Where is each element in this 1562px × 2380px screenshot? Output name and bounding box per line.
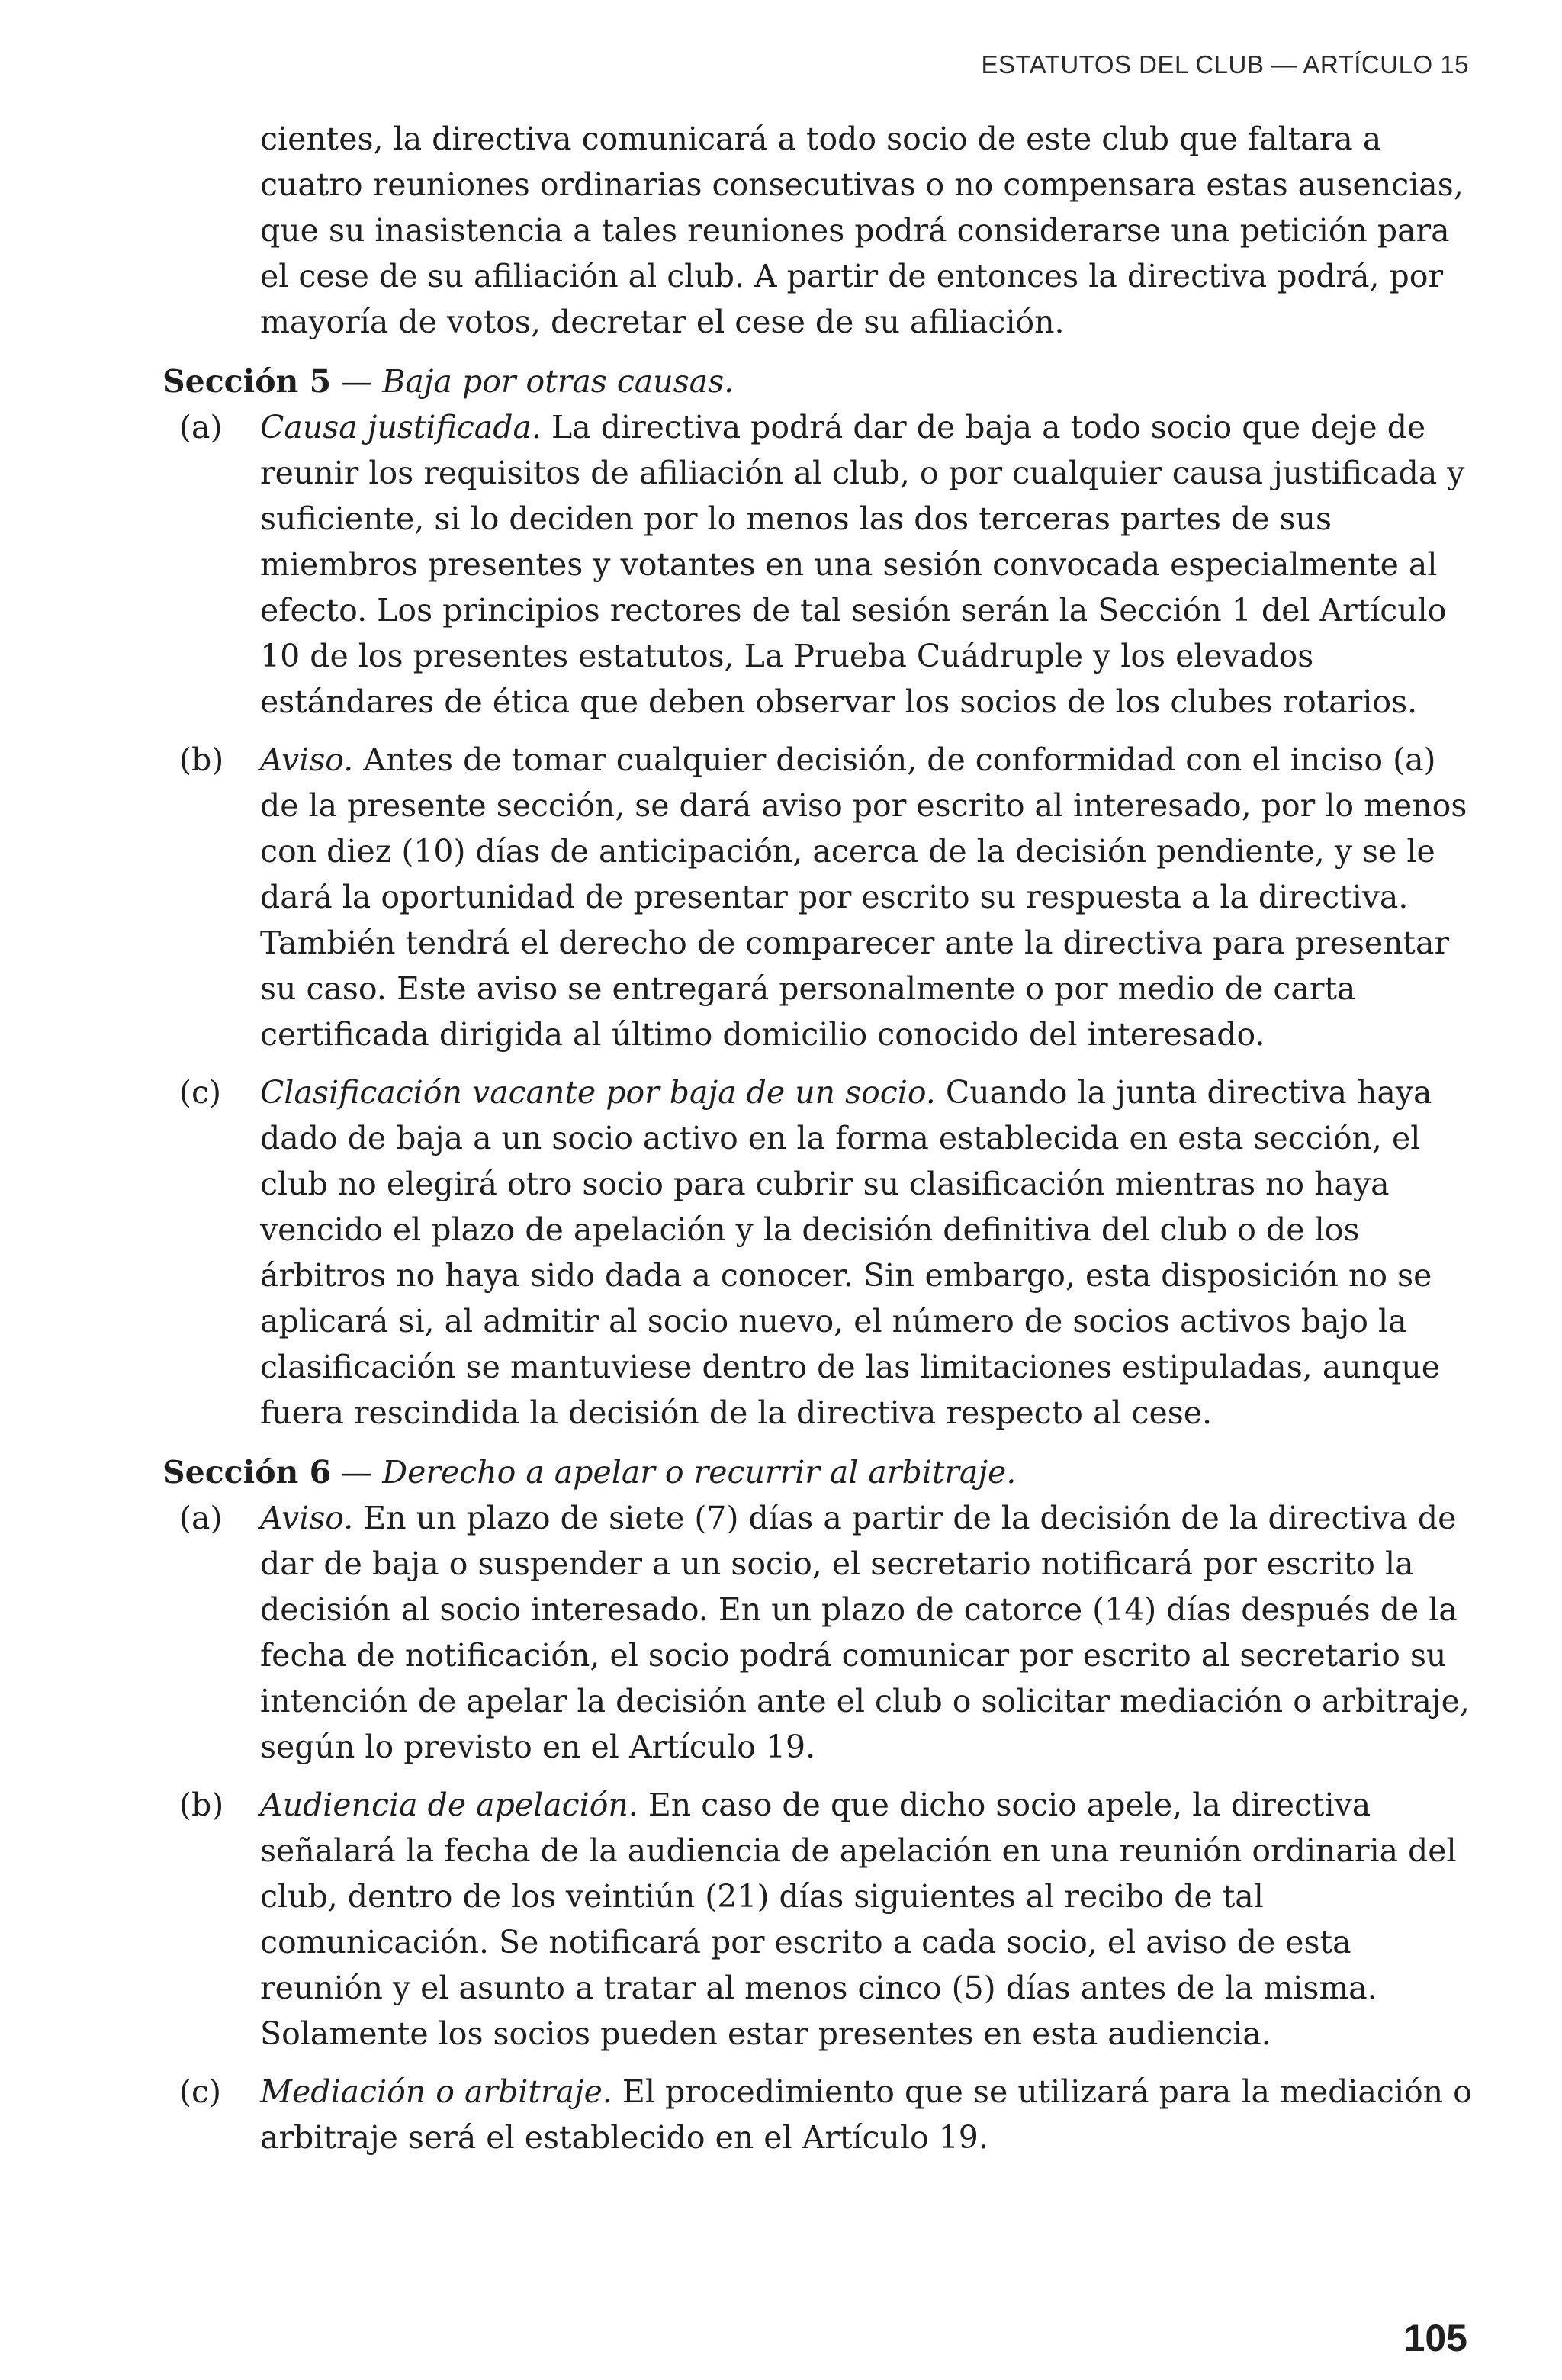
page-number: 105 bbox=[1403, 2317, 1467, 2359]
section-number: Sección 5 bbox=[162, 363, 332, 400]
section-5 bbox=[0, 359, 1562, 1436]
section-title: Derecho a apelar o recurrir al arbitraje. bbox=[382, 1454, 1017, 1491]
item-lead: Aviso. bbox=[260, 741, 354, 778]
subsection-item bbox=[179, 1782, 1480, 2057]
subsection-item bbox=[179, 1495, 1480, 1770]
body-text bbox=[0, 116, 1562, 2160]
item-label: (b) bbox=[179, 741, 224, 778]
subsection-item bbox=[179, 2069, 1480, 2160]
section-6 bbox=[0, 1449, 1562, 2160]
section-heading bbox=[162, 1449, 1459, 1495]
item-label: (b) bbox=[179, 1787, 224, 1823]
item-text: La directiva podrá dar de baja a todo socio que deje de reunir los requisitos de afiliación al club, o por cualquier causa justificada y suficiente, si lo deciden por lo menos las dos terceras partes de sus miembros presentes y votantes en una sesión convocada especialmente al efecto. Los principios rectores de tal sesión serán la Sección 1 del Artículo 10 de los presentes estatutos, La Prueba Cuádruple y los elevados estándares de ética que deben observar los socios de los clubes rotarios. bbox=[260, 409, 1465, 720]
item-label: (c) bbox=[179, 1074, 221, 1111]
item-text: En un plazo de siete (7) días a partir de la decisión de la directiva de dar de baja o suspender a un socio, el secretario notificará por escrito la decisión al socio interesado. En un plazo de catorce (14) días después de la fecha de notificación, el socio podrá comunicar por escrito al secretario su intención de apelar la decisión ante el club o solicitar mediación o arbitraje, según lo previsto en el Artículo 19. bbox=[260, 1500, 1470, 1765]
continuation-paragraph: cientes, la directiva comunicará a todo socio de este club que faltara a cuatro reuniones ordinarias consecutivas o no compensara estas ausencias, que su inasistencia a tales reuniones podrá considerarse una petición para el cese de su afiliación al club. A partir de entonces la directiva podrá, por mayoría de votos, decretar el cese de su afiliación. bbox=[260, 121, 1464, 340]
section-title: Baja por otras causas. bbox=[382, 363, 734, 400]
section-dash: — bbox=[331, 1454, 383, 1491]
item-lead: Clasificación vacante por baja de un socio. bbox=[260, 1074, 936, 1111]
item-label: (a) bbox=[179, 409, 223, 445]
section-dash: — bbox=[331, 363, 383, 400]
running-head: ESTATUTOS DEL CLUB — ARTÍCULO 15 bbox=[981, 50, 1469, 79]
section-heading bbox=[162, 359, 1459, 404]
item-lead: Causa justificada. bbox=[260, 409, 542, 445]
item-label: (a) bbox=[179, 1500, 223, 1536]
item-text: En caso de que dicho socio apele, la directiva señalará la fecha de la audiencia de apelación en una reunión ordinaria del club, dentro de los veintiún (21) días siguientes al recibo de tal comunicación. Se notificará por escrito a cada socio, el aviso de esta reunión y el asunto a tratar al menos cinco (5) días antes de la misma. Solamente los socios pueden estar presentes en esta audiencia. bbox=[260, 1787, 1457, 2052]
item-label: (c) bbox=[179, 2073, 221, 2110]
item-text: Antes de tomar cualquier decisión, de conformidad con el inciso (a) de la presente sección, se dará aviso por escrito al interesado, por lo menos con diez (10) días de anticipación, acerca de la decisión pendiente, y se le dará la oportunidad de presentar por escrito su respuesta a la directiva. También tendrá el derecho de comparecer ante la directiva para presentar su caso. Este aviso se entregará personalmente o por medio de carta certificada dirigida al último domicilio conocido del interesado. bbox=[260, 741, 1467, 1053]
item-lead: Audiencia de apelación. bbox=[260, 1787, 638, 1823]
item-lead: Aviso. bbox=[260, 1500, 354, 1536]
item-lead: Mediación o arbitraje. bbox=[260, 2073, 612, 2110]
section-number: Sección 6 bbox=[162, 1454, 332, 1491]
subsection-item bbox=[179, 1069, 1480, 1436]
subsection-item bbox=[179, 404, 1480, 725]
item-text: Cuando la junta directiva haya dado de baja a un socio activo en la forma establecida en esta sección, el club no elegirá otro socio para cubrir su clasificación mientras no haya vencido el plazo de apelación y la decisión definitiva del club o de los árbitros no haya sido dada a conocer. Sin embargo, esta disposición no se aplicará si, al admitir al socio nuevo, el número de socios activos bajo la clasificación se mantuviese dentro de las limitaciones estipuladas, aunque fuera rescindida la decisión de la directiva respecto al cese. bbox=[260, 1074, 1441, 1431]
subsection-item bbox=[179, 737, 1480, 1057]
item-text: El procedimiento que se utilizará para la mediación o arbitraje será el establecido en el Artículo 19. bbox=[260, 2073, 1472, 2156]
